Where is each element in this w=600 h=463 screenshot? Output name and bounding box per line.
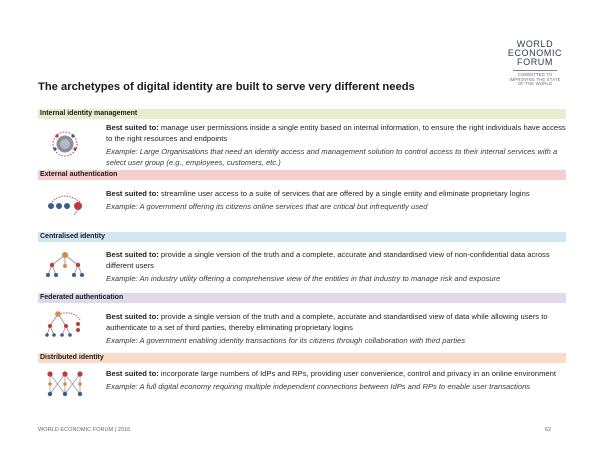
best-suited-federated	[106, 311, 566, 333]
hub-network-icon	[44, 250, 86, 280]
page-number: 62	[545, 427, 552, 433]
access-chain-icon	[44, 190, 86, 220]
best-suited-centralised	[106, 249, 566, 271]
logo-line-3: FORUM	[517, 57, 553, 67]
best-suited-text-external: streamline user access to a suite of services that are offered by a single entity and eliminate proprietary logins	[160, 189, 530, 198]
logo-tagline-3: OF THE WORLD	[517, 81, 553, 87]
example-federated: Example: A government enabling identity transactions for its citizens through collaboration with third parties	[106, 336, 466, 345]
section-heading-distributed: Distributed identity	[38, 353, 566, 363]
best-suited-label: Best suited to:	[106, 369, 159, 378]
best-suited-label: Best suited to:	[106, 312, 159, 321]
single-entity-circle-icon	[44, 130, 86, 160]
example-centralised: Example: An industry utility offering a comprehensive view of the entities in that industry to manage risk and exposure	[106, 274, 501, 283]
example-internal: Example: Large Organisations that need an identity access and management solution to control access to their internal services with a select user group (e.g., employees, customers, etc.)	[106, 147, 558, 167]
logo-tagline-2: IMPROVING THE STATE	[509, 76, 561, 82]
section-body-external	[106, 188, 566, 212]
best-suited-distributed	[106, 368, 566, 379]
section-body-federated	[106, 311, 566, 346]
best-suited-internal	[106, 122, 566, 144]
wef-logo	[503, 40, 567, 87]
section-body-centralised	[106, 249, 566, 284]
section-body-distributed	[106, 368, 566, 392]
best-suited-label: Best suited to:	[106, 189, 159, 198]
best-suited-label: Best suited to:	[106, 123, 159, 132]
page-title: The archetypes of digital identity are built to serve very different needs	[38, 81, 415, 93]
best-suited-text-internal: manage user permissions inside a single entity based on internal information, to ensure the right individuals have access to the right resources and endpoints	[106, 123, 566, 143]
section-heading-external: External authentication	[38, 170, 566, 180]
logo-tagline-1: COMMITTED TO	[517, 72, 553, 77]
section-heading-centralised: Centralised identity	[38, 232, 566, 242]
best-suited-text-distributed: incorporate large numbers of IdPs and RPs, providing user convenience, control and privacy in an online environment	[160, 369, 556, 378]
example-distributed: Example: A full digital economy requiring multiple independent connections between IdPs and RPs to enable user transactions	[106, 382, 531, 391]
section-body-internal	[106, 122, 566, 168]
distributed-network-icon	[44, 369, 86, 399]
best-suited-text-federated: provide a single version of the truth and a complete, accurate and standardised view of data while allowing users to authenticate to a set of third parties, thereby eliminating proprietary logins	[106, 312, 548, 332]
logo-line-1: WORLD	[516, 39, 554, 49]
best-suited-label: Best suited to:	[106, 250, 159, 259]
section-heading-federated: Federated authentication	[38, 293, 566, 303]
best-suited-text-centralised: provide a single version of the truth and a complete, accurate and standardised view of non-confidential data across different users	[106, 250, 550, 270]
example-external: Example: A government offering its citizens online services that are critical but infrequently used	[106, 202, 428, 211]
federated-network-icon	[44, 308, 86, 338]
logo-divider	[513, 70, 557, 71]
logo-line-2: ECONOMIC	[507, 48, 563, 58]
section-heading-internal: Internal identity management	[38, 109, 566, 119]
best-suited-external	[106, 188, 566, 199]
footer-text: WORLD ECONOMIC FORUM | 2016	[38, 427, 131, 433]
